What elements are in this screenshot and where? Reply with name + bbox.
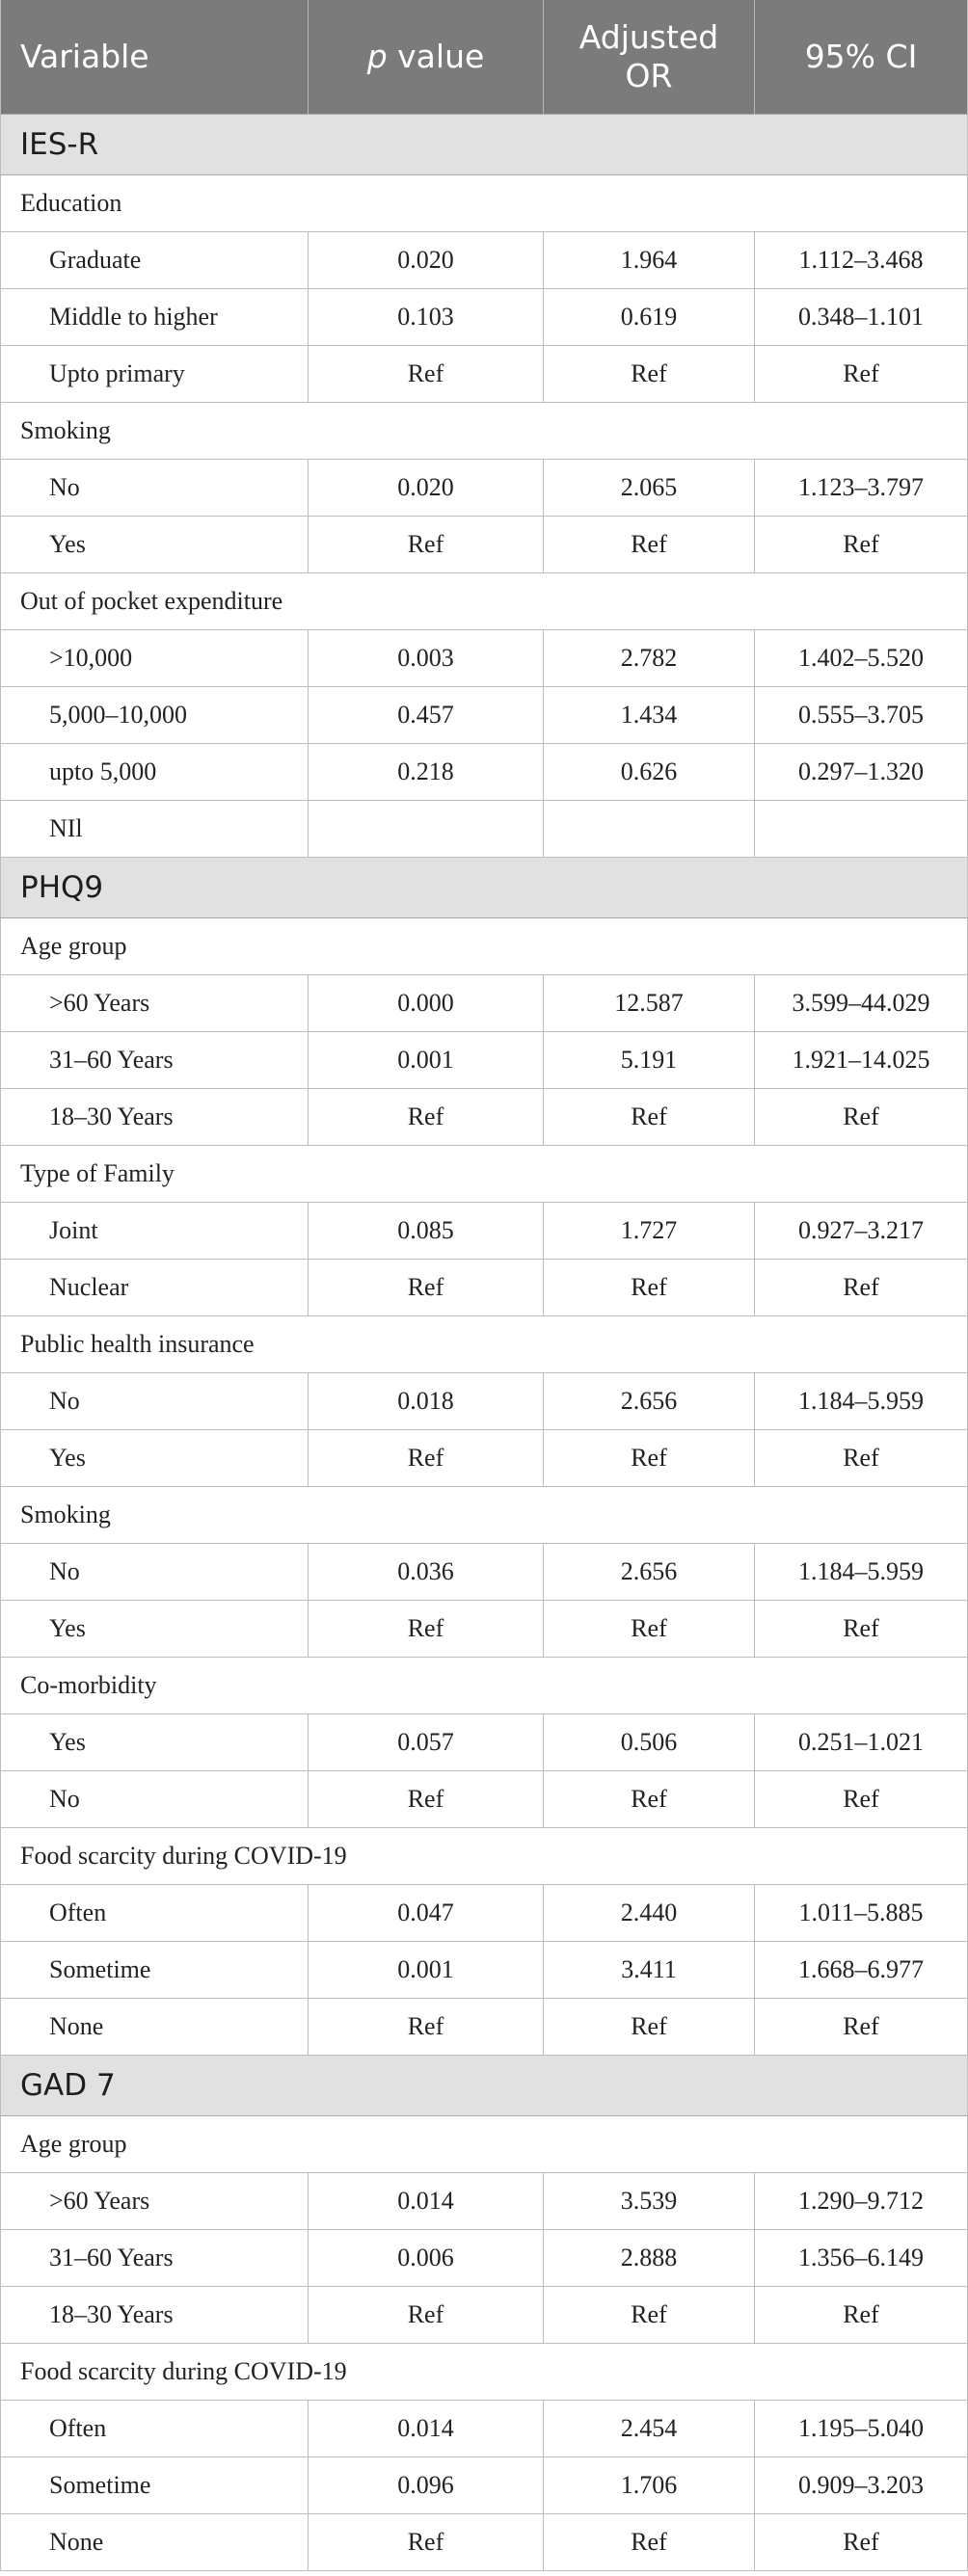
adjusted-or-cell: Ref: [544, 517, 755, 573]
p-value-cell: 0.001: [309, 1942, 544, 1999]
variable-cell: Often: [1, 1885, 309, 1942]
variable-cell: Often: [1, 2401, 309, 2457]
table-row: [1, 1942, 968, 1999]
table-row: [1, 517, 968, 573]
variable-cell: Joint: [1, 1203, 309, 1260]
table-row: [1, 2287, 968, 2344]
adjusted-or-cell: 0.619: [544, 289, 755, 346]
header-row: [1, 0, 968, 115]
p-value-cell: Ref: [309, 1999, 544, 2056]
group-row: [1, 1828, 968, 1885]
ci-cell: 0.348–1.101: [755, 289, 968, 346]
section-row: [1, 115, 968, 175]
variable-cell: No: [1, 460, 309, 517]
group-row: [1, 403, 968, 460]
group-label: Food scarcity during COVID-19: [1, 2344, 968, 2401]
p-value-cell: Ref: [309, 1260, 544, 1316]
adjusted-or-cell: 1.434: [544, 687, 755, 744]
p-value-cell: 0.020: [309, 460, 544, 517]
section-title: PHQ9: [1, 858, 968, 918]
group-row: [1, 1658, 968, 1714]
ci-cell: 1.290–9.712: [755, 2173, 968, 2230]
p-value-cell: 0.047: [309, 1885, 544, 1942]
ci-cell: 0.555–3.705: [755, 687, 968, 744]
variable-cell: No: [1, 1771, 309, 1828]
adjusted-or-cell: 2.656: [544, 1544, 755, 1601]
ci-cell: 1.195–5.040: [755, 2401, 968, 2457]
table-row: [1, 1203, 968, 1260]
p-value-cell: 0.014: [309, 2401, 544, 2457]
p-value-cell: 0.057: [309, 1714, 544, 1771]
variable-cell: 18–30 Years: [1, 2287, 309, 2344]
table-header: [1, 0, 968, 115]
ci-cell: 1.112–3.468: [755, 232, 968, 289]
p-value-cell: Ref: [309, 346, 544, 403]
section-row: [1, 2056, 968, 2116]
p-value-cell: 0.014: [309, 2173, 544, 2230]
table-row: [1, 1601, 968, 1658]
variable-cell: Graduate: [1, 232, 309, 289]
variable-cell: >60 Years: [1, 975, 309, 1032]
adjusted-or-cell: 0.626: [544, 744, 755, 801]
group-row: [1, 573, 968, 630]
variable-cell: Sometime: [1, 2457, 309, 2514]
adjusted-or-cell: 2.440: [544, 1885, 755, 1942]
ci-cell: Ref: [755, 1430, 968, 1487]
group-label: Food scarcity during COVID-19: [1, 1828, 968, 1885]
adjusted-or-cell: 2.065: [544, 460, 755, 517]
adjusted-or-cell: 0.506: [544, 1714, 755, 1771]
ci-cell: 0.297–1.320: [755, 744, 968, 801]
variable-cell: 31–60 Years: [1, 1032, 309, 1089]
adjusted-or-cell: Ref: [544, 2514, 755, 2571]
group-row: [1, 2344, 968, 2401]
variable-cell: Yes: [1, 1430, 309, 1487]
table-row: [1, 1089, 968, 1146]
table-row: [1, 2230, 968, 2287]
table-row: [1, 1544, 968, 1601]
table-row: [1, 232, 968, 289]
variable-cell: Yes: [1, 1601, 309, 1658]
variable-cell: None: [1, 2514, 309, 2571]
variable-cell: 31–60 Years: [1, 2230, 309, 2287]
group-label: Smoking: [1, 1487, 968, 1544]
p-value-cell: 0.103: [309, 289, 544, 346]
group-row: [1, 918, 968, 975]
ci-cell: 1.356–6.149: [755, 2230, 968, 2287]
table-row: [1, 2514, 968, 2571]
ci-cell: Ref: [755, 1260, 968, 1316]
header-ci: 95% CI: [755, 0, 968, 115]
table-row: [1, 1032, 968, 1089]
adjusted-or-cell: 1.964: [544, 232, 755, 289]
variable-cell: No: [1, 1373, 309, 1430]
p-value-cell: 0.218: [309, 744, 544, 801]
ci-cell: Ref: [755, 517, 968, 573]
header-p-value: [309, 0, 544, 115]
variable-cell: Middle to higher: [1, 289, 309, 346]
table-row: [1, 289, 968, 346]
table-row: [1, 1771, 968, 1828]
table-row: [1, 2457, 968, 2514]
variable-cell: No: [1, 1544, 309, 1601]
adjusted-or-cell: 12.587: [544, 975, 755, 1032]
variable-cell: Upto primary: [1, 346, 309, 403]
variable-cell: upto 5,000: [1, 744, 309, 801]
table-row: [1, 1714, 968, 1771]
adjusted-or-cell: 2.782: [544, 630, 755, 687]
ci-cell: Ref: [755, 1999, 968, 2056]
adjusted-or-cell: Ref: [544, 1260, 755, 1316]
section-title: IES-R: [1, 115, 968, 175]
ci-cell: 0.251–1.021: [755, 1714, 968, 1771]
variable-cell: NIl: [1, 801, 309, 858]
section-row: [1, 858, 968, 918]
adjusted-or-cell: 2.888: [544, 2230, 755, 2287]
table-row: [1, 687, 968, 744]
ci-cell: 0.909–3.203: [755, 2457, 968, 2514]
adjusted-or-cell: Ref: [544, 2287, 755, 2344]
variable-cell: Yes: [1, 1714, 309, 1771]
adjusted-or-cell: 5.191: [544, 1032, 755, 1089]
p-value-cell: 0.020: [309, 232, 544, 289]
group-label: Education: [1, 175, 968, 232]
ci-cell: 1.668–6.977: [755, 1942, 968, 1999]
adjusted-or-cell: Ref: [544, 1430, 755, 1487]
group-row: [1, 2116, 968, 2173]
p-value-cell: Ref: [309, 2287, 544, 2344]
ci-cell: 1.123–3.797: [755, 460, 968, 517]
p-value-cell: Ref: [309, 517, 544, 573]
group-label: Age group: [1, 918, 968, 975]
variable-cell: None: [1, 1999, 309, 2056]
adjusted-or-cell: Ref: [544, 1089, 755, 1146]
ci-cell: Ref: [755, 1089, 968, 1146]
ci-cell: Ref: [755, 346, 968, 403]
variable-cell: Yes: [1, 517, 309, 573]
variable-cell: Nuclear: [1, 1260, 309, 1316]
ci-cell: Ref: [755, 1601, 968, 1658]
header-adjusted-line2: OR: [625, 57, 673, 94]
table-row: [1, 1430, 968, 1487]
ci-cell: Ref: [755, 2514, 968, 2571]
p-value-cell: 0.457: [309, 687, 544, 744]
adjusted-or-cell: Ref: [544, 1601, 755, 1658]
p-value-cell: 0.018: [309, 1373, 544, 1430]
group-label: Smoking: [1, 403, 968, 460]
table-row: [1, 975, 968, 1032]
ci-cell: 1.184–5.959: [755, 1373, 968, 1430]
table-row: [1, 1260, 968, 1316]
group-row: [1, 1487, 968, 1544]
adjusted-or-cell: 2.656: [544, 1373, 755, 1430]
p-value-cell: 0.003: [309, 630, 544, 687]
ci-cell: 1.184–5.959: [755, 1544, 968, 1601]
group-label: Out of pocket expenditure: [1, 573, 968, 630]
adjusted-or-cell: 2.454: [544, 2401, 755, 2457]
adjusted-or-cell: [544, 801, 755, 858]
table-row: [1, 1373, 968, 1430]
group-row: [1, 175, 968, 232]
table-body: [1, 115, 968, 2571]
p-value-cell: 0.085: [309, 1203, 544, 1260]
p-value-cell: Ref: [309, 1601, 544, 1658]
p-value-cell: [309, 801, 544, 858]
ci-cell: Ref: [755, 1771, 968, 1828]
p-value-cell: 0.006: [309, 2230, 544, 2287]
table-row: [1, 744, 968, 801]
header-adjusted-or: [544, 0, 755, 115]
p-value-cell: Ref: [309, 1089, 544, 1146]
ci-cell: 1.011–5.885: [755, 1885, 968, 1942]
ci-cell: Ref: [755, 2287, 968, 2344]
adjusted-or-cell: 3.411: [544, 1942, 755, 1999]
table-row: [1, 1885, 968, 1942]
variable-cell: 5,000–10,000: [1, 687, 309, 744]
table-row: [1, 630, 968, 687]
group-label: Type of Family: [1, 1146, 968, 1203]
group-row: [1, 1146, 968, 1203]
table-row: [1, 346, 968, 403]
ci-cell: 0.927–3.217: [755, 1203, 968, 1260]
adjusted-or-cell: Ref: [544, 1999, 755, 2056]
ci-cell: 3.599–44.029: [755, 975, 968, 1032]
group-label: Age group: [1, 2116, 968, 2173]
adjusted-or-cell: Ref: [544, 346, 755, 403]
table-row: [1, 2401, 968, 2457]
p-value-cell: 0.036: [309, 1544, 544, 1601]
adjusted-or-cell: Ref: [544, 1771, 755, 1828]
group-label: Public health insurance: [1, 1316, 968, 1373]
variable-cell: 18–30 Years: [1, 1089, 309, 1146]
adjusted-or-cell: 1.727: [544, 1203, 755, 1260]
table-row: [1, 460, 968, 517]
header-p-italic: p: [366, 38, 388, 75]
p-value-cell: Ref: [309, 1771, 544, 1828]
table-row: [1, 801, 968, 858]
header-variable: Variable: [1, 0, 309, 115]
table-row: [1, 2173, 968, 2230]
variable-cell: >10,000: [1, 630, 309, 687]
adjusted-or-cell: 1.706: [544, 2457, 755, 2514]
p-value-cell: 0.001: [309, 1032, 544, 1089]
p-value-cell: 0.000: [309, 975, 544, 1032]
variable-cell: Sometime: [1, 1942, 309, 1999]
ci-cell: 1.921–14.025: [755, 1032, 968, 1089]
header-adjusted-line1: Adjusted: [578, 18, 719, 56]
ci-cell: [755, 801, 968, 858]
variable-cell: >60 Years: [1, 2173, 309, 2230]
group-row: [1, 1316, 968, 1373]
table-row: [1, 1999, 968, 2056]
group-label: Co-morbidity: [1, 1658, 968, 1714]
p-value-cell: 0.096: [309, 2457, 544, 2514]
section-title: GAD 7: [1, 2056, 968, 2116]
header-p-rest: value: [387, 38, 485, 75]
p-value-cell: Ref: [309, 2514, 544, 2571]
ci-cell: 1.402–5.520: [755, 630, 968, 687]
adjusted-or-cell: 3.539: [544, 2173, 755, 2230]
p-value-cell: Ref: [309, 1430, 544, 1487]
